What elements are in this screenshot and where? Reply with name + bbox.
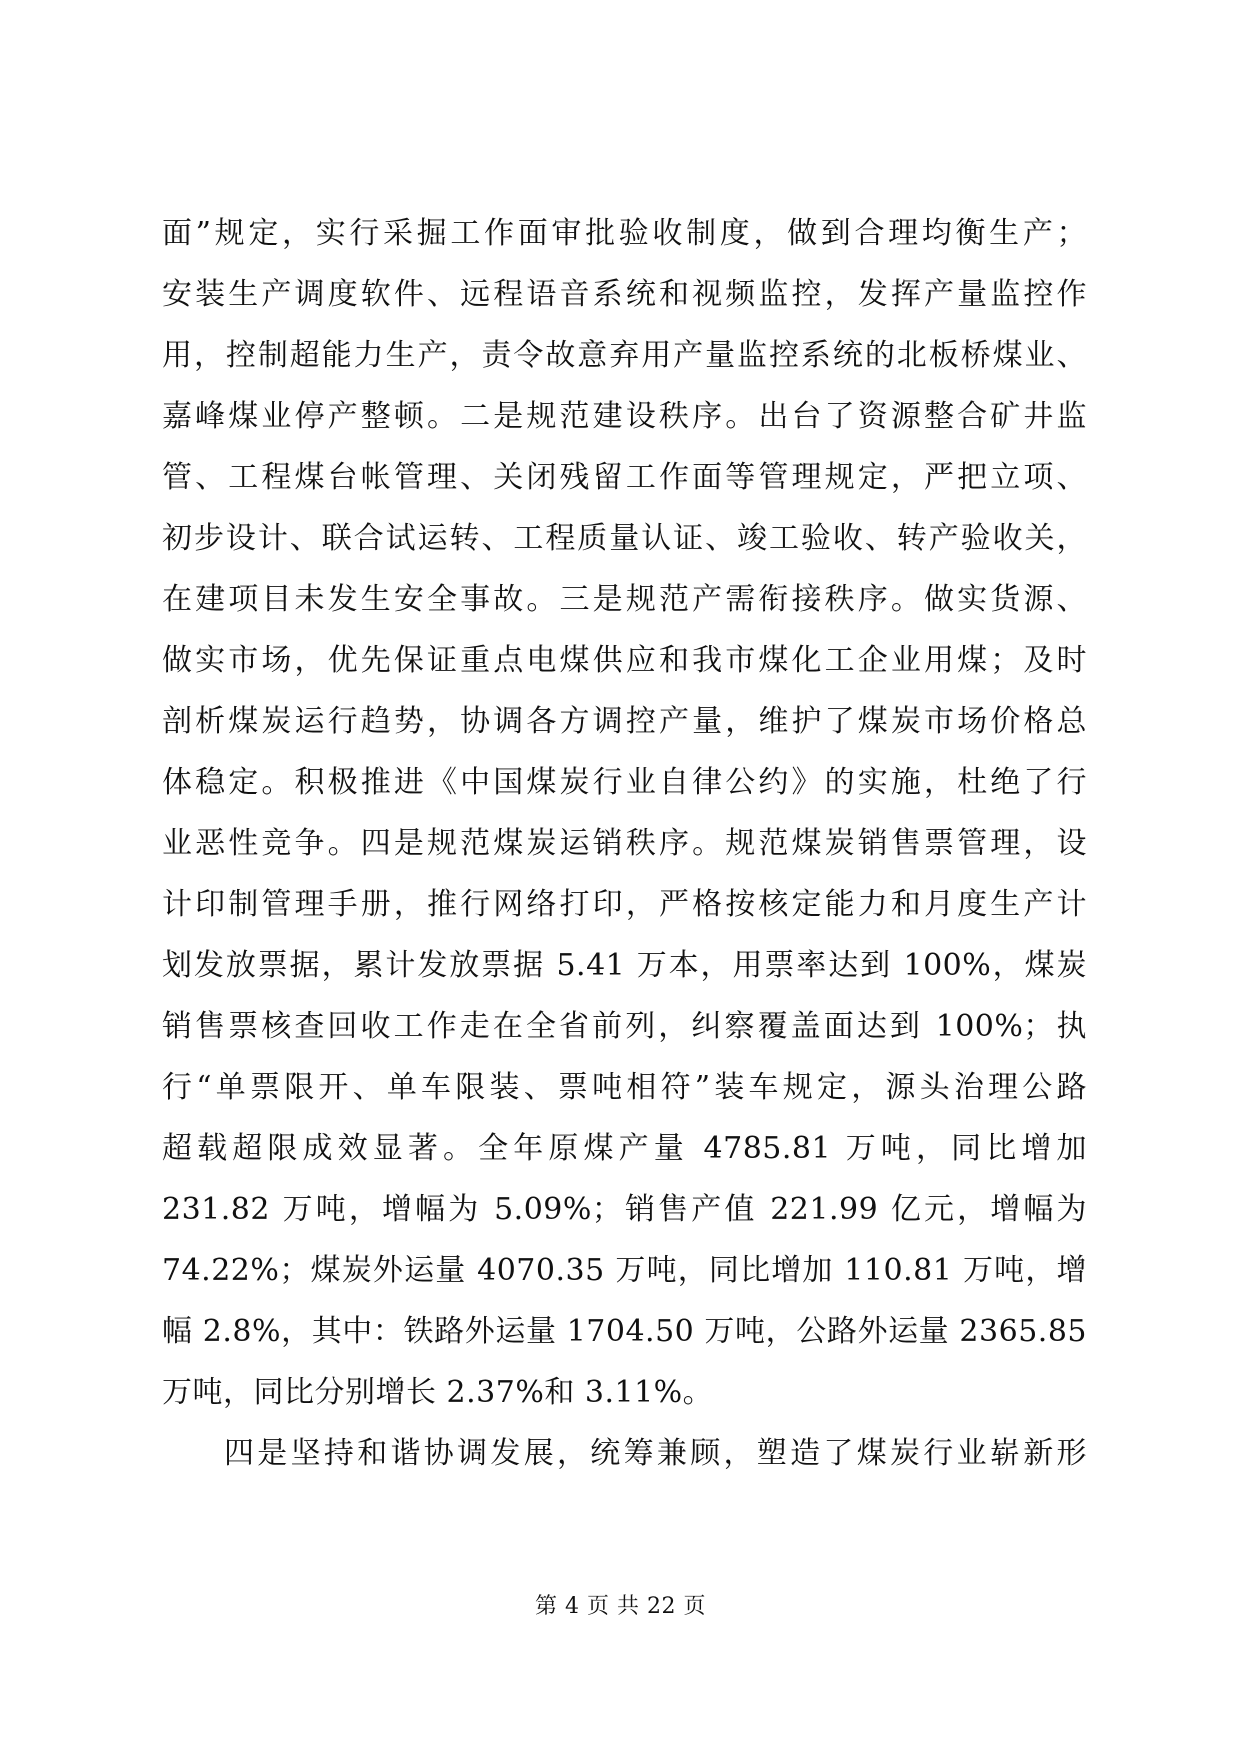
text-line: 74.22%；煤炭外运量 4070.35 万吨，同比增加 110.81 万吨，增 [162,1253,1087,1288]
text-line: 划发放票据，累计发放票据 5.41 万本，用票率达到 100%，煤炭 [162,948,1087,983]
text-line: 安装生产调度软件、远程语音系统和视频监控，发挥产量监控作 [162,277,1087,312]
text-line: 管、工程煤台帐管理、关闭残留工作面等管理规定，严把立项、 [162,460,1087,495]
text-line: 231.82 万吨，增幅为 5.09%；销售产值 221.99 亿元，增幅为 [162,1192,1087,1227]
text-line: 嘉峰煤业停产整顿。二是规范建设秩序。出台了资源整合矿井监 [162,399,1087,434]
body-text [162,203,1087,1484]
text-line: 面”规定，实行采掘工作面审批验收制度，做到合理均衡生产； [162,216,1087,251]
text-line: 销售票核查回收工作走在全省前列，纠察覆盖面达到 100%；执 [162,1009,1087,1044]
text-line: 行“单票限开、单车限装、票吨相符”装车规定，源头治理公路 [162,1070,1087,1105]
text-line: 业恶性竞争。四是规范煤炭运销秩序。规范煤炭销售票管理，设 [162,826,1087,861]
page-number-footer: 第 4 页 共 22 页 [535,1594,706,1619]
paragraph-start-line: 四是坚持和谐协调发展，统筹兼顾，塑造了煤炭行业崭新形 [224,1436,1087,1471]
text-line: 万吨，同比分别增长 2.37%和 3.11%。 [162,1375,714,1410]
text-line: 用，控制超能力生产，责令故意弃用产量监控系统的北板桥煤业、 [162,338,1087,373]
text-line: 超载超限成效显著。全年原煤产量 4785.81 万吨，同比增加 [162,1131,1087,1166]
text-line: 体稳定。积极推进《中国煤炭行业自律公约》的实施，杜绝了行 [162,765,1087,800]
text-line: 计印制管理手册，推行网络打印，严格按核定能力和月度生产计 [162,887,1087,922]
text-line: 在建项目未发生安全事故。三是规范产需衔接秩序。做实货源、 [162,582,1087,617]
text-line: 幅 2.8%，其中：铁路外运量 1704.50 万吨，公路外运量 2365.85 [162,1314,1087,1349]
text-line: 做实市场，优先保证重点电煤供应和我市煤化工企业用煤；及时 [162,643,1087,678]
text-line: 剖析煤炭运行趋势，协调各方调控产量，维护了煤炭市场价格总 [162,704,1087,739]
text-line: 初步设计、联合试运转、工程质量认证、竣工验收、转产验收关， [162,521,1087,556]
